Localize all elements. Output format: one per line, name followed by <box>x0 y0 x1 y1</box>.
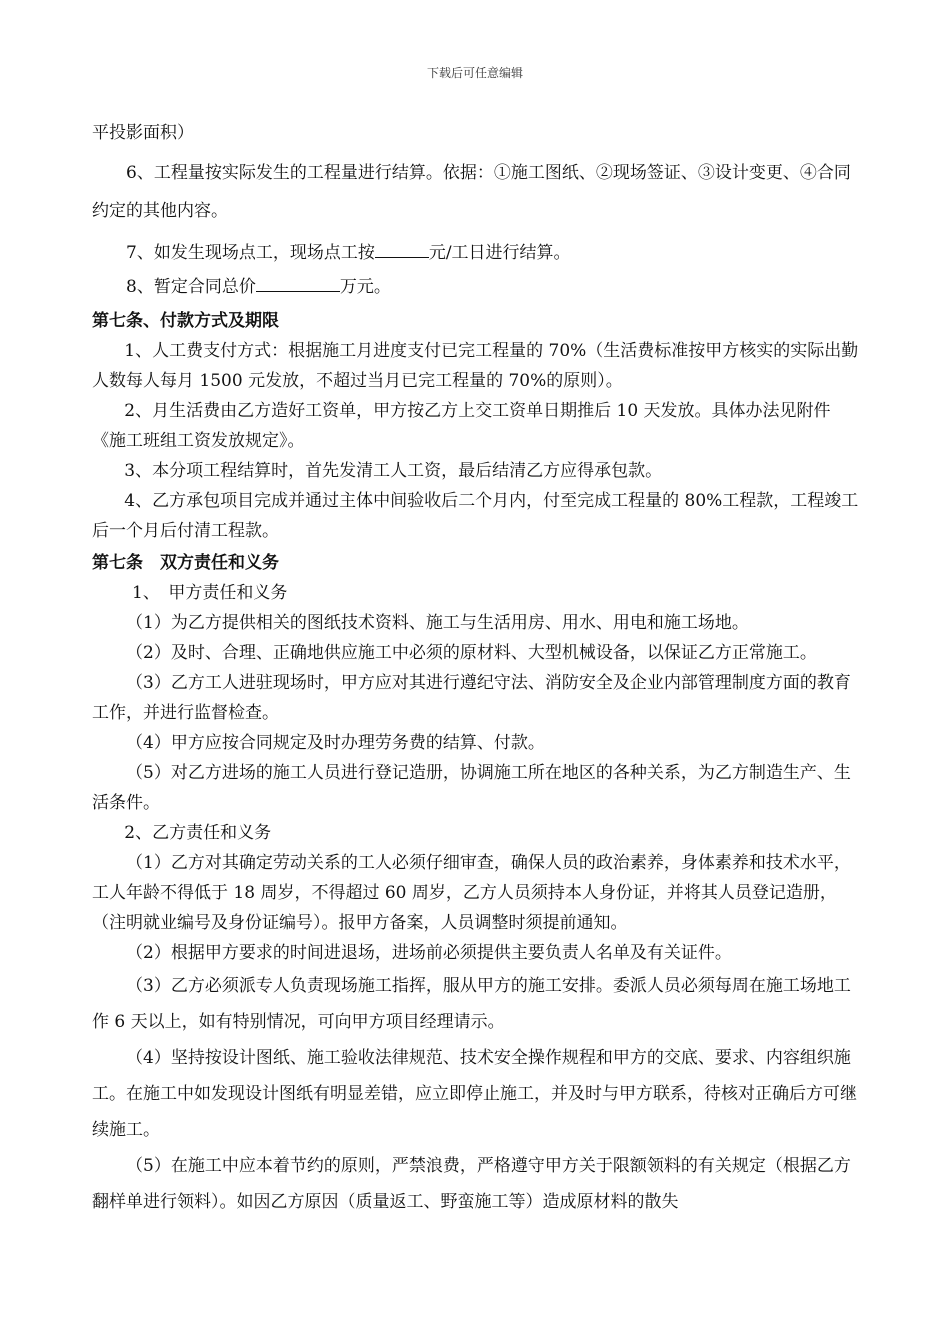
paragraph: （3）乙方必须派专人负责现场施工指挥，服从甲方的施工安排。委派人员必须每周在施工场地工作 6 天以上，如有特别情况，可向甲方项目经理请示。 <box>92 976 851 1032</box>
paragraph-text: 元/工日进行结算。 <box>428 243 571 263</box>
paragraph: 1、人工费支付方式：根据施工月进度支付已完工程量的 70%（生活费标准按甲方核实的实际出勤人数每人每月 1500 元发放，不超过当月已完工程量的 70%的原则）。 <box>92 341 859 391</box>
paragraph: （5）在施工中应本着节约的原则，严禁浪费，严格遵守甲方关于限额领料的有关规定（根据乙方翻样单进行领料）。如因乙方原因（质量返工、野蛮施工等）造成原材料的散失 <box>92 1156 851 1212</box>
paragraph-text: 8、暂定合同总价 <box>126 277 256 297</box>
fill-in-blank <box>256 273 340 292</box>
section-heading: 第七条、付款方式及期限 <box>92 311 279 331</box>
paragraph: （1）为乙方提供相关的图纸技术资料、施工与生活用房、用水、用电和施工场地。 <box>126 613 749 633</box>
paragraph: （1）乙方对其确定劳动关系的工人必须仔细审查，确保人员的政治素养，身体素养和技术水平，工人年龄不得低于 18 周岁，不得超过 60 周岁，乙方人员须持本人身份证，并将其人员登记造册，（注明就业编号及身份证编号）。报甲方备案，人员调整时须提前通知。 <box>92 853 851 933</box>
fill-in-blank <box>375 239 429 258</box>
paragraph <box>92 236 862 270</box>
paragraph: （5）对乙方进场的施工人员进行登记造册，协调施工所在地区的各种关系，为乙方制造生产、生活条件。 <box>92 763 851 813</box>
paragraph: （3）乙方工人进驻现场时，甲方应对其进行遵纪守法、消防安全及企业内部管理制度方面的教育工作，并进行监督检查。 <box>92 673 851 723</box>
subsection-heading: 2、乙方责任和义务 <box>124 823 272 843</box>
section-heading: 第七条 双方责任和义务 <box>92 553 279 573</box>
paragraph <box>92 270 862 304</box>
paragraph: （2）根据甲方要求的时间进退场，进场前必须提供主要负责人名单及有关证件。 <box>126 943 732 963</box>
paragraph: 6、工程量按实际发生的工程量进行结算。依据：①施工图纸、②现场签证、③设计变更、④合同约定的其他内容。 <box>92 163 851 221</box>
paragraph: 3、本分项工程结算时，首先发清工人工资，最后结清乙方应得承包款。 <box>124 461 663 481</box>
subsection-heading: 1、 甲方责任和义务 <box>132 583 288 603</box>
paragraph: 2、月生活费由乙方造好工资单，甲方按乙方上交工资单日期推后 10 天发放。具体办法见附件《施工班组工资发放规定》。 <box>92 401 831 451</box>
document-body <box>92 118 862 1220</box>
paragraph: （2）及时、合理、正确地供应施工中必须的原材料、大型机械设备，以保证乙方正常施工。 <box>126 643 817 663</box>
paragraph-text: 万元。 <box>339 277 391 297</box>
paragraph-text: 7、如发生现场点工，现场点工按 <box>126 243 375 263</box>
page-header: 下载后可任意编辑 <box>426 66 523 80</box>
paragraph: 4、乙方承包项目完成并通过主体中间验收后二个月内，付至完成工程量的 80%工程款，工程竣工后一个月后付清工程款。 <box>92 491 859 541</box>
paragraph: 平投影面积） <box>92 123 194 143</box>
paragraph: （4）甲方应按合同规定及时办理劳务费的结算、付款。 <box>126 733 545 753</box>
paragraph: （4）坚持按设计图纸、施工验收法律规范、技术安全操作规程和甲方的交底、要求、内容组织施工。在施工中如发现设计图纸有明显差错，应立即停止施工，并及时与甲方联系，待核对正确后方可继续施工。 <box>92 1048 857 1140</box>
